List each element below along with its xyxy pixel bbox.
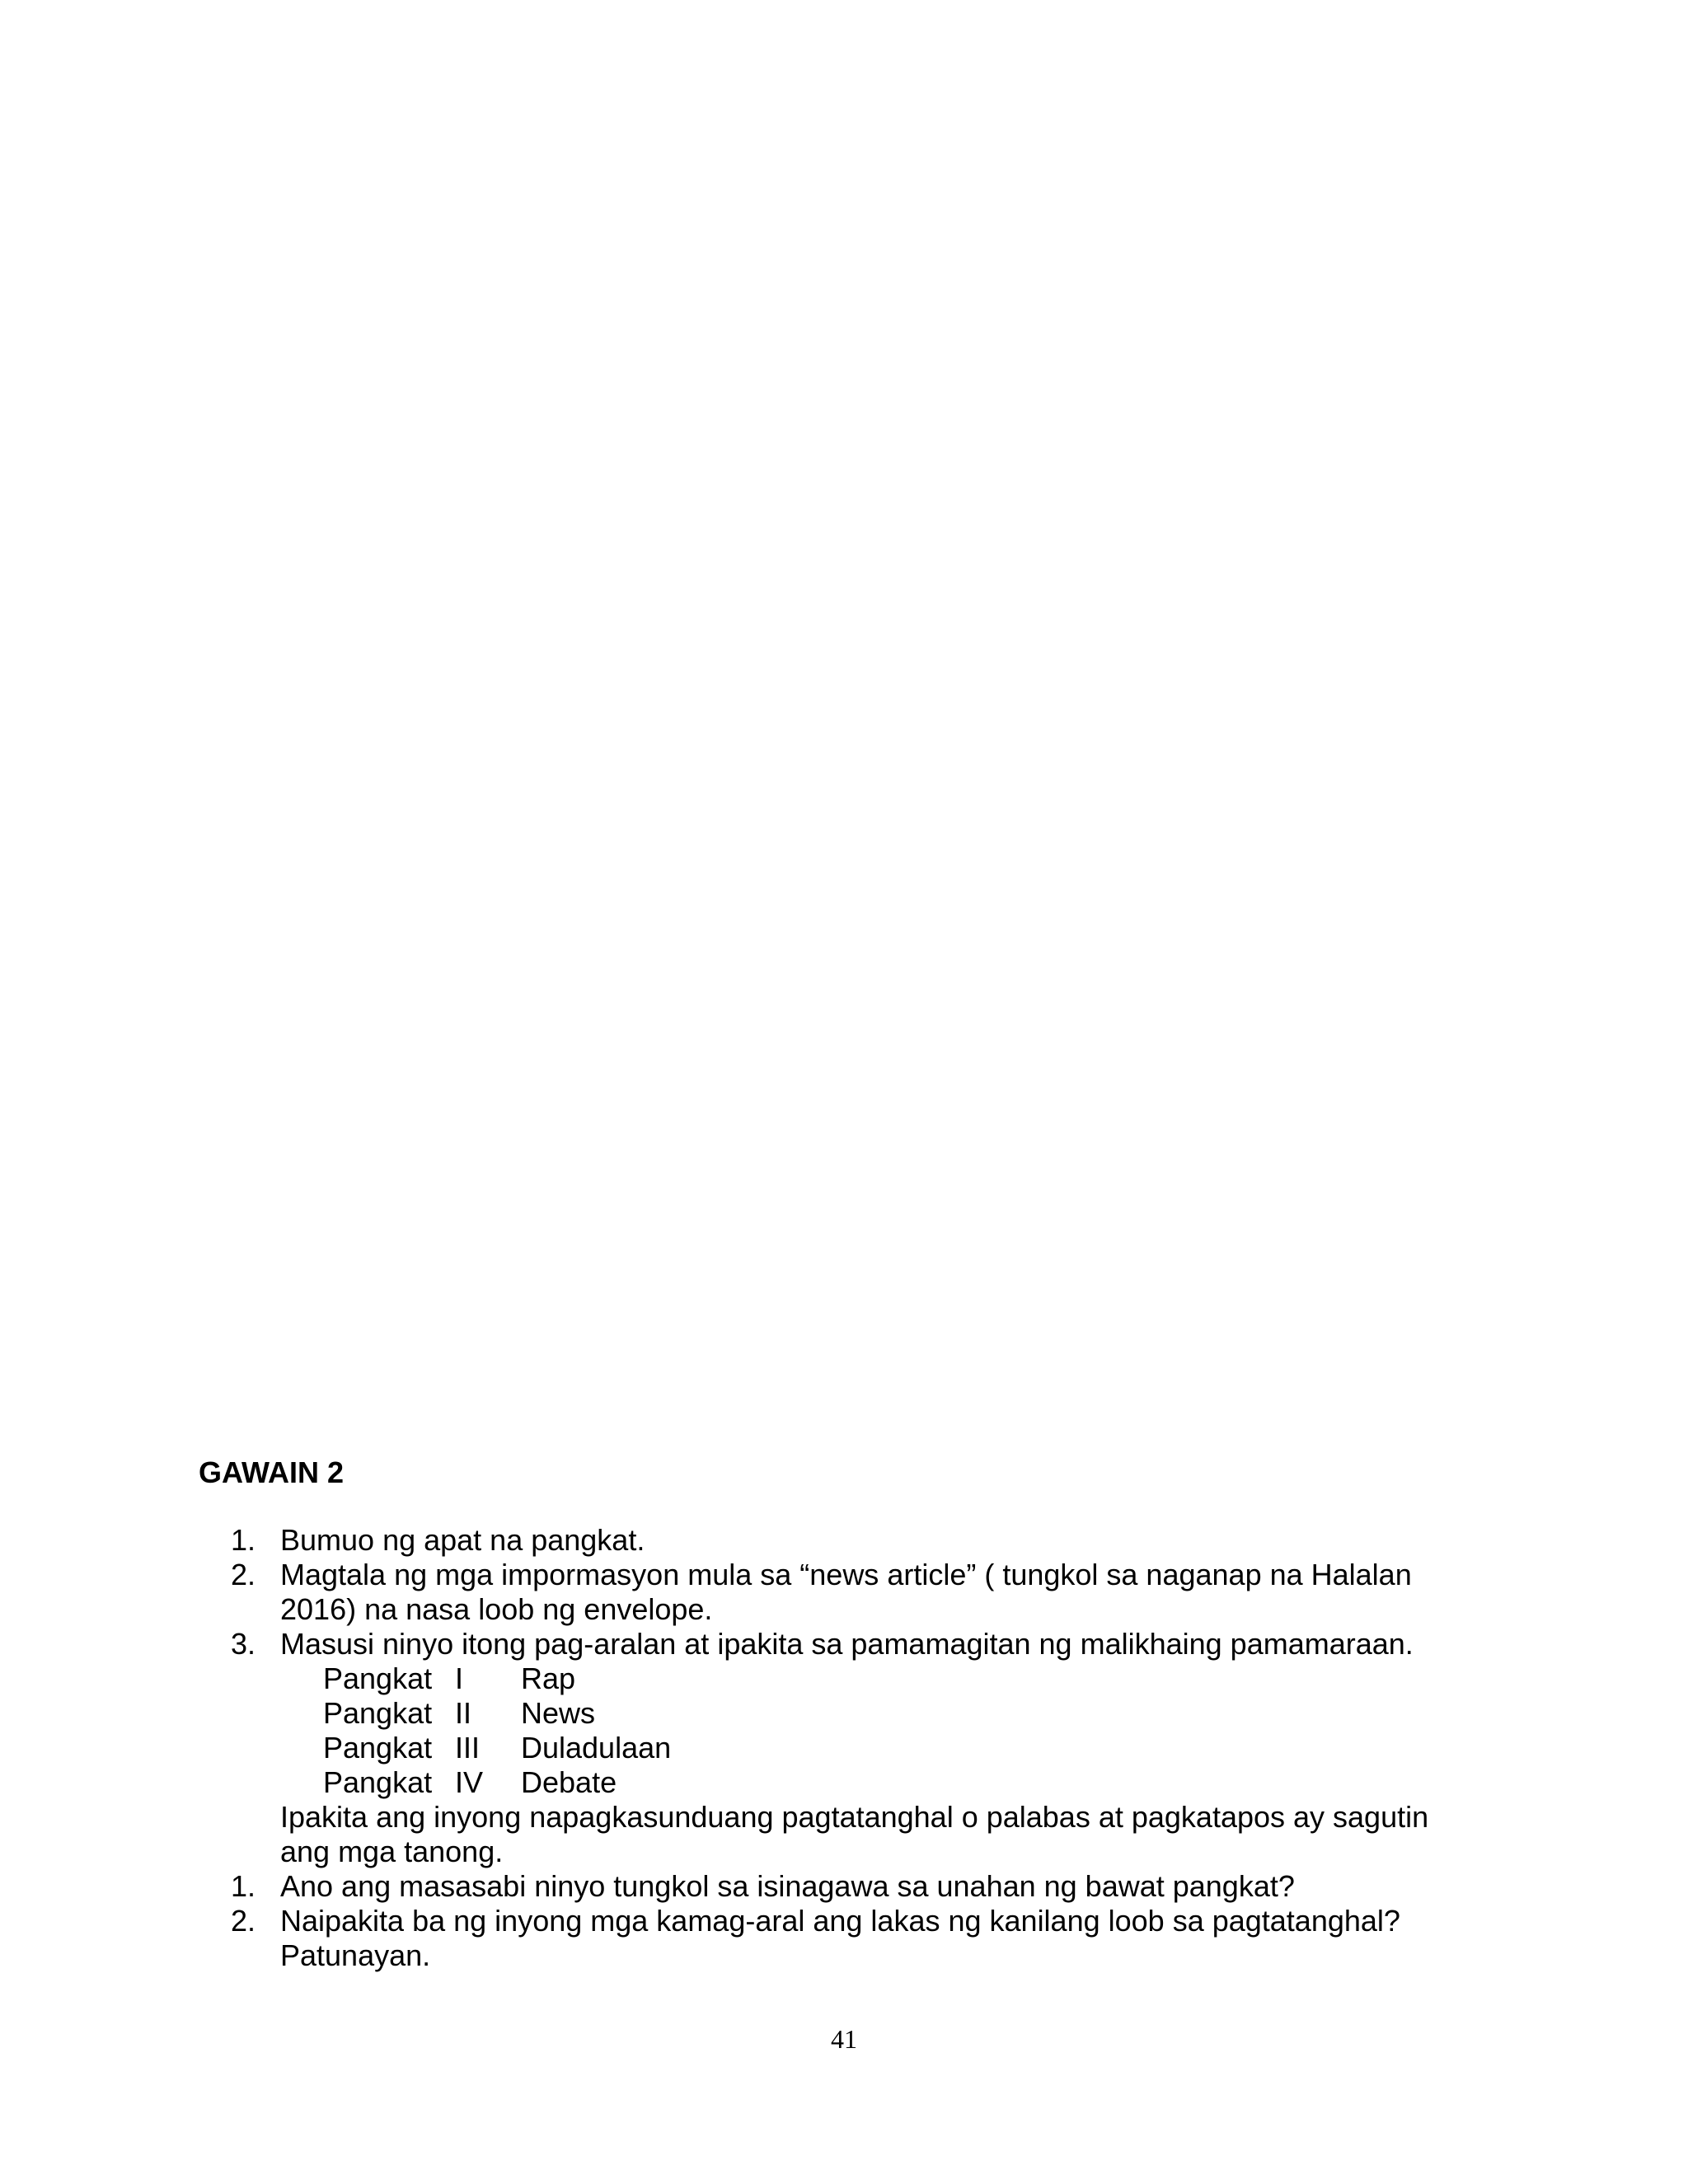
section-heading: GAWAIN 2 [199,1455,345,1489]
group-label: Pangkat [323,1731,433,1765]
group-number: III [455,1731,481,1765]
step-item [231,1627,1484,1661]
step-text: Bumuo ng apat na pangkat. [280,1523,645,1557]
group-row [231,1661,1484,1696]
group-row [231,1696,1484,1731]
question-number: 1. [231,1869,256,1903]
step-item [231,1523,1484,1558]
group-label: Pangkat [323,1765,433,1799]
step-number: 3. [231,1627,256,1661]
step-text: Magtala ng mga impormasyon mula sa “news article” ( tungkol sa naganap na Halalan 2016) na nasa loob ng envelope. [280,1558,1412,1626]
instruction-text: Ipakita ang inyong napagkasunduang pagtatanghal o palabas at pagkatapos ay sagutin ang mga tanong. [280,1800,1429,1868]
group-label: Pangkat [323,1661,433,1695]
question-text: Ano ang masasabi ninyo tungkol sa isinagawa sa unahan ng bawat pangkat? [280,1869,1295,1903]
group-label: Pangkat [323,1696,433,1730]
group-row [231,1731,1484,1765]
page-number: 41 [831,2024,857,2054]
group-activity: Rap [521,1661,576,1695]
question-item [231,1869,1484,1904]
step-number: 1. [231,1523,256,1557]
group-number: II [455,1696,472,1730]
step-item [231,1558,1484,1627]
activity-list [231,1523,1484,1973]
group-number: I [455,1661,464,1695]
group-activity: News [521,1696,596,1730]
group-row [231,1765,1484,1800]
step-number: 2. [231,1558,256,1591]
question-number: 2. [231,1904,256,1938]
question-item [231,1904,1484,1973]
group-activity: Duladulaan [521,1731,672,1765]
group-activity: Debate [521,1765,617,1799]
group-number: IV [455,1765,484,1799]
step-text: Masusi ninyo itong pag-aralan at ipakita sa pamamagitan ng malikhaing pamamaraan. [280,1627,1414,1661]
question-text: Naipakita ba ng inyong mga kamag-aral ang lakas ng kanilang loob sa pagtatanghal? Patunayan. [280,1904,1400,1972]
